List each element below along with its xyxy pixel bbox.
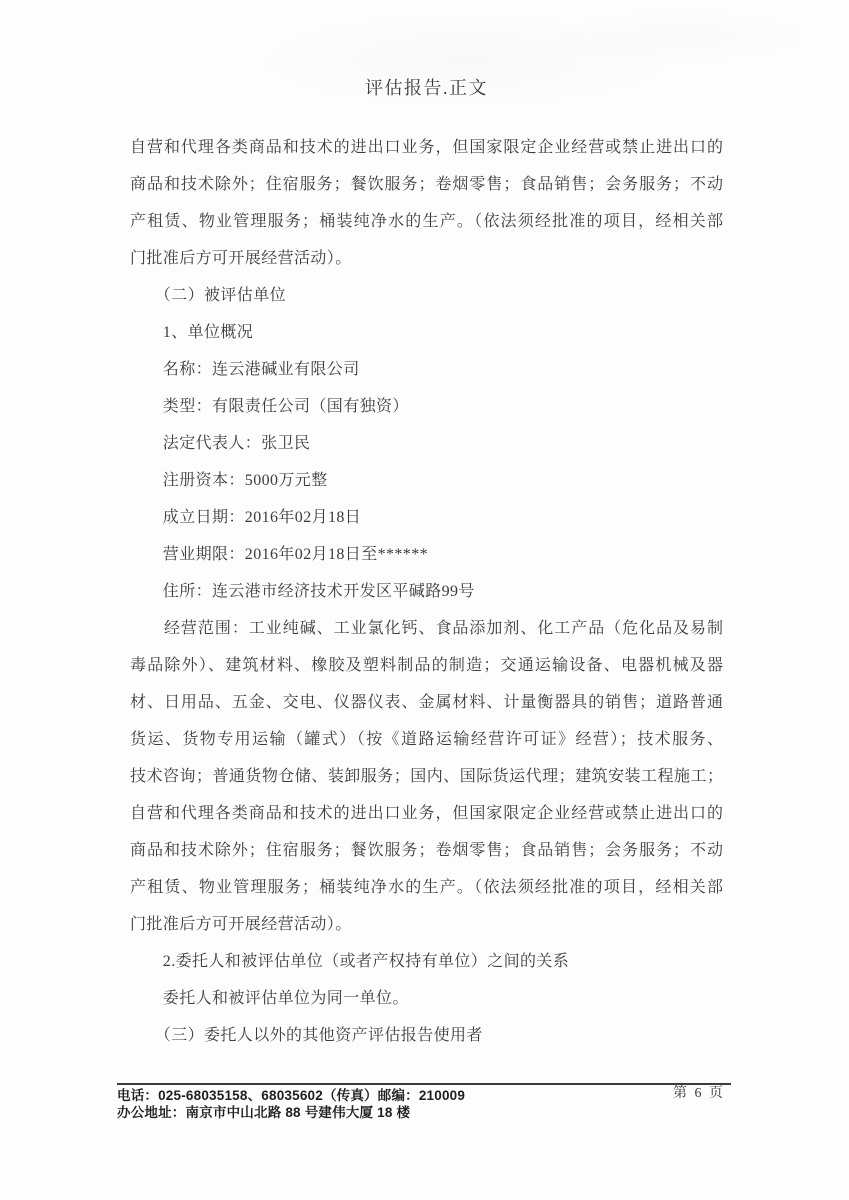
text-line: 成立日期：2016年02月18日 — [130, 509, 362, 526]
text-line: 自营和代理各类商品和技术的进出口业务，但国家限定企业经营或禁止进出口的 — [130, 139, 723, 156]
text-line: 产租赁、物业管理服务；桶装纯净水的生产。（依法须经批准的项目，经相关部 — [130, 879, 723, 896]
text-line: 类型：有限责任公司（国有独资） — [130, 398, 409, 415]
text-line: 1、单位概况 — [130, 324, 254, 341]
text-line: 住所：连云港市经济技术开发区平碱路99号 — [130, 583, 475, 600]
text-line: 营业期限：2016年02月18日至****** — [130, 546, 429, 563]
text-line: 商品和技术除外；住宿服务；餐饮服务；卷烟零售；食品销售；会务服务；不动 — [130, 842, 723, 859]
footer — [117, 1083, 731, 1121]
text-line: 门批准后方可开展经营活动）。 — [130, 916, 352, 933]
text-line: 货运、货物专用运输（罐式）（按《道路运输经营许可证》经营）；技术服务、 — [130, 731, 723, 748]
text-line: （二）被评估单位 — [130, 287, 287, 304]
text-line: 2.委托人和被评估单位（或者产权持有单位）之间的关系 — [130, 953, 570, 970]
text-line: 法定代表人：张卫民 — [130, 435, 311, 452]
document-body — [130, 129, 723, 1054]
text-line: 门批准后方可开展经营活动）。 — [130, 250, 352, 267]
footer-address-line: 办公地址：南京市中山北路 88 号建伟大厦 18 楼 — [117, 1104, 411, 1120]
text-line: 材、日用品、五金、交电、仪器仪表、金属材料、计量衡器具的销售；道路普通 — [130, 694, 723, 711]
text-line: 名称：连云港碱业有限公司 — [130, 361, 360, 378]
text-line: 经营范围：工业纯碱、工业氯化钙、食品添加剂、化工产品（危化品及易制 — [130, 620, 723, 637]
text-line: 注册资本：5000万元整 — [130, 472, 328, 489]
footer-divider — [117, 1083, 731, 1085]
footer-phone-line: 电话：025-68035158、68035602（传真）邮编：210009 — [117, 1088, 466, 1103]
text-line: 毒品除外）、建筑材料、橡胶及塑料制品的制造；交通运输设备、电器机械及器 — [130, 657, 723, 674]
text-line: 委托人和被评估单位为同一单位。 — [130, 990, 409, 1007]
document-title: 评估报告.正文 — [365, 78, 488, 98]
text-line: 自营和代理各类商品和技术的进出口业务，但国家限定企业经营或禁止进出口的 — [130, 805, 723, 822]
text-line: （三）委托人以外的其他资产评估报告使用者 — [130, 1027, 483, 1044]
text-line: 产租赁、物业管理服务；桶装纯净水的生产。（依法须经批准的项目，经相关部 — [130, 213, 723, 230]
footer-contact — [117, 1088, 731, 1121]
text-line: 商品和技术除外；住宿服务；餐饮服务；卷烟零售；食品销售；会务服务；不动 — [130, 176, 723, 193]
footer-page-number: 第 6 页 — [673, 1086, 725, 1101]
text-line: 技术咨询；普通货物仓储、装卸服务；国内、国际货运代理；建筑安装工程施工； — [130, 768, 723, 785]
